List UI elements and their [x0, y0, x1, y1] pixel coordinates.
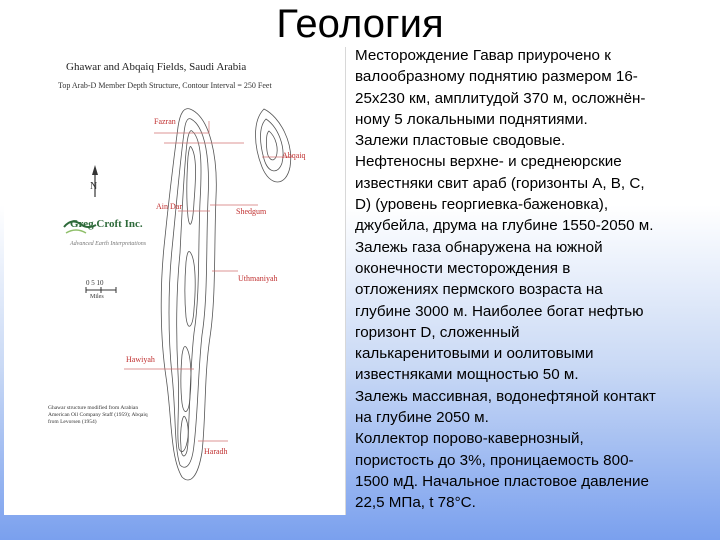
geology-description: [355, 45, 717, 514]
text-line: на глубине 2050 м.: [355, 409, 489, 427]
label-hawiyah: Hawiyah: [126, 355, 155, 364]
structure-map: [4, 47, 346, 515]
text-line: Залежь газа обнаружена на южной: [355, 238, 603, 256]
text-line: известняки свит араб (горизонты A, B, C,: [355, 174, 645, 192]
scale-numbers: 0 5 10: [86, 279, 104, 287]
text-line: валообразному поднятию размером 16-: [355, 68, 638, 86]
text-line: 1500 мД. Начальное пластовое давление: [355, 472, 649, 490]
label-uthmaniyah: Uthmaniyah: [238, 274, 278, 283]
map-title: Ghawar and Abqaiq Fields, Saudi Arabia: [66, 61, 247, 73]
text-line: оконечности месторождения в: [355, 259, 571, 277]
text-line: 22,5 МПа, t 78°С.: [355, 494, 476, 512]
text-line: Залежи пластовые сводовые.: [355, 132, 566, 150]
text-line: Месторождение Гавар приурочено к: [355, 47, 611, 64]
text-line: D) (уровень георгиевка-баженовка),: [355, 196, 609, 214]
label-shedgum: Shedgum: [236, 207, 267, 216]
text-line: джубейла, друма на глубине 1550-2050 м.: [355, 217, 654, 235]
text-line: глубине 3000 м. Наиболее богат нефтью: [355, 302, 644, 320]
logo-subtitle: Advanced Earth Interpretations: [70, 241, 147, 247]
north-label: N: [90, 181, 98, 192]
map-subtitle: Top Arab-D Member Depth Structure, Contour Interval = 250 Feet: [58, 81, 272, 90]
abqaiq-contours: [256, 109, 291, 182]
slide-title: Геология: [276, 2, 444, 46]
text-line: известняками мощностью 50 м.: [355, 366, 579, 384]
text-line: отложениях пермского возраста на: [355, 281, 603, 299]
label-abqaiq: Abqaiq: [282, 151, 306, 160]
ghawar-contours: [161, 109, 216, 480]
text-line: калькаренитовыми и оолитовыми: [355, 345, 594, 363]
scale-unit: Miles: [90, 294, 104, 300]
text-line: горизонт D, сложенный: [355, 323, 520, 341]
label-fazran: Fazran: [154, 117, 176, 126]
text-line: Нефтеносны верхне- и среднеюрские: [355, 153, 622, 171]
text-line: Залежь массивная, водонефтяной контакт: [355, 387, 656, 405]
label-ain-dar: Ain Dar: [156, 202, 182, 211]
logo-name: Greg Croft Inc.: [70, 218, 143, 230]
map-credit: Ghawar structure modified from Arabian American Oil Company Staff (1959); Abqaiq from Levorsen (1954): [48, 405, 148, 425]
text-line: 25х230 км, амплитудой 370 м, осложнён-: [355, 89, 646, 107]
text-line: ному 5 локальными поднятиями.: [355, 110, 588, 128]
label-haradh: Haradh: [204, 447, 228, 456]
text-line: Коллектор порово-кавернозный,: [355, 430, 584, 448]
text-line: пористость до 3%, проницаемость 800-: [355, 451, 634, 469]
